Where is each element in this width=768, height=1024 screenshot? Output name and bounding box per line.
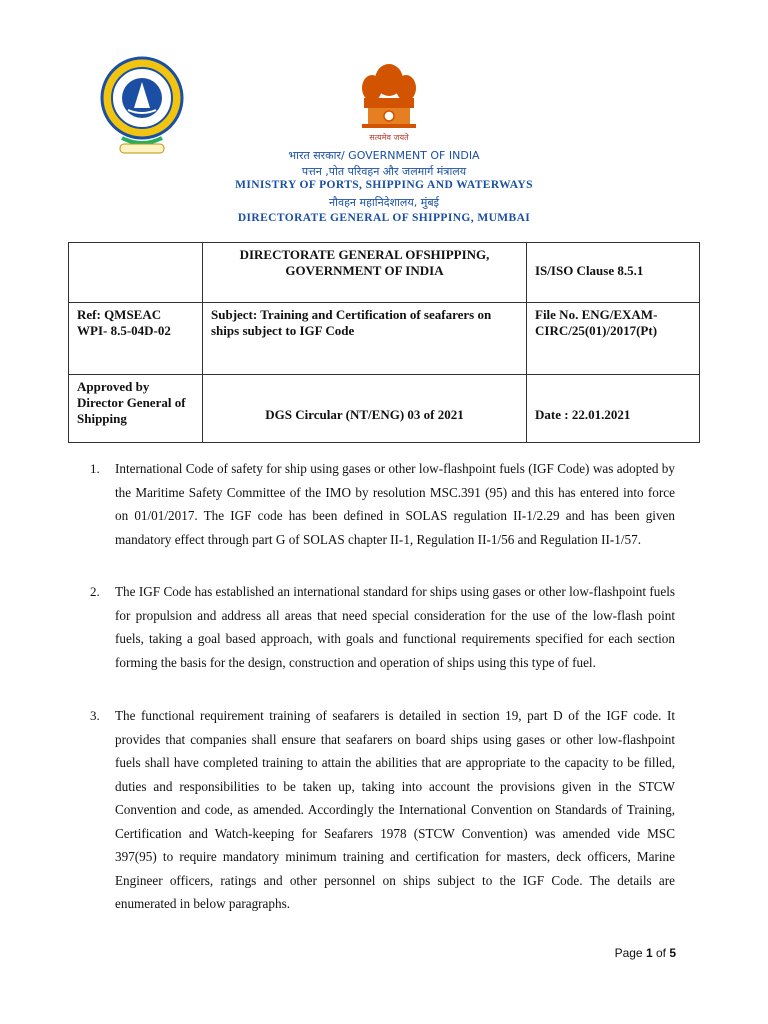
- org-line1: DIRECTORATE GENERAL OFSHIPPING,: [239, 247, 490, 262]
- emblem-caption: सत्यमेव जयते: [369, 133, 409, 142]
- paragraph-3: [90, 704, 675, 916]
- header-government: भारत सरकार/ GOVERNMENT OF INDIA: [288, 149, 480, 162]
- file-number: File No. ENG/EXAM-CIRC/25(01)/2017(Pt): [527, 303, 700, 375]
- paragraph-number: 1.: [90, 461, 100, 476]
- paragraph-number: 2.: [90, 584, 100, 599]
- paragraph-1: [90, 457, 675, 551]
- iso-clause: IS/ISO Clause 8.5.1: [527, 243, 700, 303]
- circular-date: Date : 22.01.2021: [527, 375, 700, 443]
- circular-meta-table: [68, 242, 700, 443]
- header-directorate: DIRECTORATE GENERAL OF SHIPPING, MUMBAI: [237, 212, 531, 224]
- page-number: Page 1 of 5: [614, 946, 676, 960]
- circular-number: DGS Circular (NT/ENG) 03 of 2021: [203, 375, 527, 443]
- paragraph-text: The IGF Code has established an international standard for ships using gases or other low-flashpoint fuels for propulsion and address all areas that need special consideration for the use of the low-flash point fuels, taking a goal based approach, with goals and functional requirements specified for each section forming the basis for the design, construction and operation of ships using this type of fuel.: [115, 584, 675, 670]
- header-ministry: MINISTRY OF PORTS, SHIPPING AND WATERWAYS: [235, 179, 533, 191]
- org-line2: GOVERNMENT OF INDIA: [285, 263, 444, 278]
- ref-line2: WPI- 8.5-04D-02: [77, 323, 171, 338]
- paragraph-number: 3.: [90, 708, 100, 723]
- paragraph-2: [90, 580, 675, 674]
- table-cell-empty: [69, 243, 203, 303]
- header-directorate-hindi: नौवहन महानिदेशालय, मुंबई: [329, 196, 439, 209]
- ref-cell: [69, 303, 203, 375]
- header-ministry-hindi: पत्तन ,पोत परिवहन और जलमार्ग मंत्रालय: [301, 165, 467, 178]
- approved-by: Approved by Director General of Shipping: [69, 375, 203, 443]
- paragraph-text: The functional requirement training of seafarers is detailed in section 19, part D of the IGF code. It provides that companies shall ensure that seafarers on board ships using gases or other low-flashpoint fuels shall have completed training to attain the abilities that are appropriate to the capacity to be filled, duties and responsibilities to be taken up, taking into account the provisions given in the STCW Convention and code, as amended. Accordingly the International Convention on Standards of Training, Certification and Watch-keeping for Seafarers 1978 (STCW Convention) was amended vide MSC 397(95) to require mandatory minimum training and certification for masters, deck officers, Marine Engineer officers, ratings and other personnel on ships subject to the IGF Code. The details are enumerated in below paragraphs.: [115, 708, 675, 911]
- paragraph-text: International Code of safety for ship using gases or other low-flashpoint fuels (IGF Code) was adopted by the Maritime Safety Committee of the IMO by resolution MSC.391 (95) and this has entered into force on 01/01/2017. The IGF code has been defined in SOLAS regulation II-1/2.29 and has been given mandatory effect through part G of SOLAS chapter II-1, Regulation II-1/56 and Regulation II-1/57.: [115, 461, 675, 547]
- national-emblem-logo: [350, 58, 428, 138]
- ref-line1: Ref: QMSEAC: [77, 307, 162, 322]
- org-cell: [203, 243, 527, 303]
- subject: Subject: Training and Certification of seafarers on ships subject to IGF Code: [203, 303, 527, 375]
- dg-shipping-seal-logo: [92, 52, 192, 156]
